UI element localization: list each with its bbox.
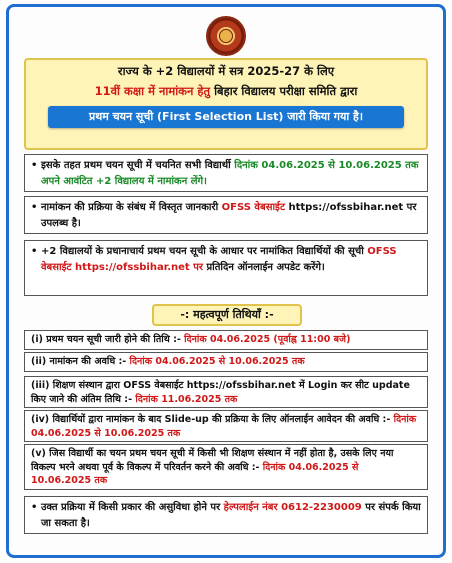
important-dates-heading: -: महत्वपूर्ण तिथियाँ :- [152, 304, 302, 326]
board-emblem-logo [206, 16, 246, 56]
date-row-slide-up: (iv) विद्यार्थियों द्वारा नामांकन के बाद Slide-up की प्रक्रिया के लिए ऑनलाईन आवेदन की अवधि :- दिनांक 04.06.2025 से 10.06.2025 तक [24, 410, 428, 442]
header-line-2: 11वीं कक्षा में नामांकन हेतु बिहार विद्यालय परीक्षा समिति द्वारा [94, 84, 358, 98]
date-row-seat-update: (iii) शिक्षण संस्थान द्वारा OFSS वेबसाईट https://ofssbihar.net में Login कर सीट update किए जाने की अंतिम तिथि :- दिनांक 11.06.2025 तक [24, 376, 428, 408]
bullet-icon: • [31, 202, 38, 213]
bullet-icon: • [31, 246, 38, 257]
point-process-info: • नामांकन की प्रक्रिया के संबंध में विस्तृत जानकारी OFSS वेबसाईट https://ofssbihar.net पर उपलब्ध है। [24, 196, 428, 234]
point-principal-update: • +2 विद्यालयों के प्रधानाचार्य प्रथम चयन सूची के आधार पर नामांकित विद्यार्थियों की सूची OFSS वेबसाईट https://ofssbihar.net पर प्रतिदिन ऑनलाईन अपडेट करेंगे। [24, 240, 428, 296]
helpline-note: • उक्त प्रक्रिया में किसी प्रकार की असुविधा होने पर हेल्पलाईन नंबर 0612-2230009 पर संपर्क किया जा सकता है। [24, 496, 428, 534]
date-row-selection-list: (i) प्रथम चयन सूची जारी होने की तिथि :- दिनांक 04.06.2025 (पूर्वाह्न 11:00 बजे) [24, 330, 428, 350]
first-selection-list-banner: प्रथम चयन सूची (First Selection List) जारी किया गया है। [48, 106, 404, 128]
point-admission: • इसके तहत प्रथम चयन सूची में चयनित सभी विद्यार्थी दिनांक 04.06.2025 से 10.06.2025 तक अपने आवंटित +2 विद्यालय में नामांकन लेंगे। [24, 154, 428, 192]
bullet-icon: • [31, 502, 38, 513]
header-line-1: राज्य के +2 विद्यालयों में सत्र 2025-27 के लिए [117, 64, 335, 78]
bullet-icon: • [31, 160, 38, 171]
date-row-admission-period: (ii) नामांकन की अवधि :- दिनांक 04.06.2025 से 10.06.2025 तक [24, 352, 428, 372]
date-row-new-option: (v) जिस विद्यार्थी का चयन प्रथम चयन सूची में किसी भी शिक्षण संस्थान में नहीं होता है, उसके लिए नया विकल्प भरने अथवा पूर्व के विकल्प में परिवर्तन करने की अवधि :- दिनांक 04.06.2025 से 10.06.2025 तक [24, 444, 428, 490]
header-box [24, 58, 428, 150]
ofss-link[interactable]: https://ofssbihar.net [288, 202, 404, 213]
